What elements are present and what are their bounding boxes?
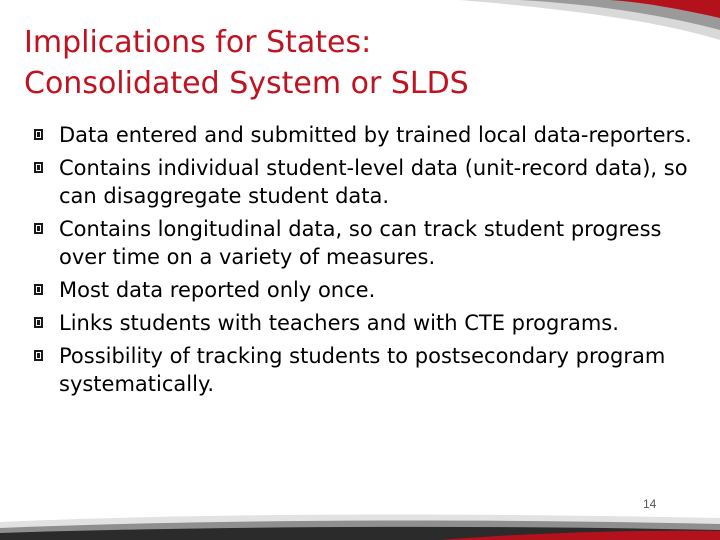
bullet-list [34,121,704,403]
footer-band-decoration [0,512,720,540]
slide-title-line-2: Consolidated System or SLDS [24,66,469,101]
slide-title [24,22,469,104]
bullet-item [34,215,704,271]
square-bullet-icon [34,317,43,328]
bullet-item [34,276,704,304]
square-bullet-icon [34,162,43,173]
bullet-item [34,342,704,398]
bullet-item [34,121,704,149]
bullet-text: Data entered and submitted by trained local data-reporters. [59,123,692,147]
slide-title-line-1: Implications for States: [24,25,372,60]
square-bullet-icon [34,284,43,295]
square-bullet-icon [34,129,43,140]
bullet-item [34,154,704,210]
square-bullet-icon [34,223,43,234]
bullet-item [34,309,704,337]
bullet-text: Most data reported only once. [59,278,376,302]
square-bullet-icon [34,350,43,361]
bullet-text: Contains longitudinal data, so can track student progress over time on a variety of measures. [59,217,662,269]
header-swoosh-decoration [460,0,720,40]
bullet-text: Links students with teachers and with CTE programs. [59,311,619,335]
page-number: 14 [643,497,657,511]
bullet-text: Contains individual student-level data (unit-record data), so can disaggregate student data. [59,156,688,208]
bullet-text: Possibility of tracking students to postsecondary program systematically. [59,344,666,396]
